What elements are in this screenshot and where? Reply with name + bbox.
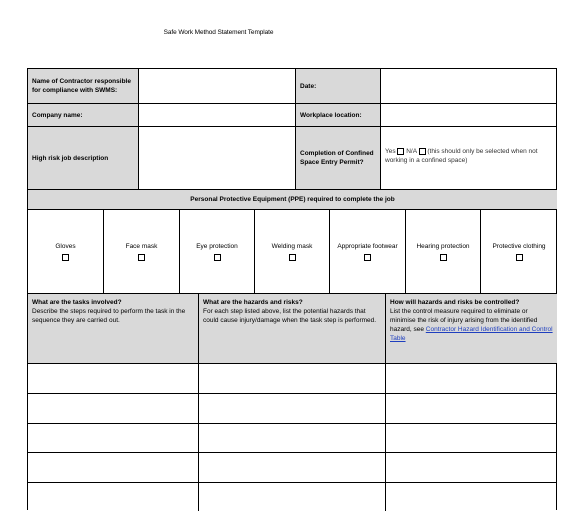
hazard-table-link[interactable]: Contractor Hazard Identification and Control Table [390,326,553,342]
hearing-protection-checkbox[interactable] [440,254,447,261]
face-mask-checkbox[interactable] [138,254,145,261]
hazards-header [199,294,386,364]
tasks-description: Describe the steps required to perform the task in the sequence they are carried out. [32,308,186,324]
ppe-label: Hearing protection [416,243,470,250]
task-cell[interactable] [28,483,199,511]
ppe-label: Eye protection [196,243,238,250]
ppe-label: Face mask [125,243,158,250]
date-label: Date: [296,69,381,104]
hazards-description: For each step listed above, list the potential hazards that could cause injury/damage when the task step is performed. [203,308,377,324]
hazard-cell[interactable] [199,364,386,394]
hazard-cell[interactable] [199,424,386,453]
task-cell[interactable] [28,453,199,483]
controls-description-text: List the control measure required to eliminate or minimise the risk of injury arising from the identified hazard, see [390,308,538,333]
ppe-heading: Personal Protective Equipment (PPE) required to complete the job [28,190,557,210]
confined-note: (this should only be selected when not working in a confined space) [385,148,538,164]
high-risk-label: High risk job description [28,127,139,190]
ppe-label: Gloves [55,243,76,250]
ppe-item [330,210,406,294]
tasks-header [28,294,199,364]
na-checkbox[interactable] [419,148,426,155]
task-cell[interactable] [28,364,199,394]
workplace-field[interactable] [381,104,557,127]
control-cell[interactable] [386,483,557,511]
welding-mask-checkbox[interactable] [289,254,296,261]
ppe-item [406,210,481,294]
eye-protection-checkbox[interactable] [214,254,221,261]
ppe-label: Welding mask [271,243,313,250]
footwear-checkbox[interactable] [364,254,371,261]
control-cell[interactable] [386,424,557,453]
controls-description [390,307,553,343]
ppe-item [180,210,255,294]
task-cell[interactable] [28,424,199,453]
contractor-label: Name of Contractor responsible for compliance with SWMS: [28,69,139,104]
company-field[interactable] [139,104,296,127]
hazard-cell[interactable] [199,453,386,483]
confined-options [381,127,557,190]
yes-label: Yes [385,148,396,155]
confined-label: Completion of Confined Space Entry Permit? [296,127,381,190]
ppe-item [104,210,180,294]
gloves-checkbox[interactable] [62,254,69,261]
high-risk-field[interactable] [139,127,296,190]
controls-header [386,294,557,364]
yes-checkbox[interactable] [397,148,404,155]
contractor-field[interactable] [139,69,296,104]
task-cell[interactable] [28,394,199,424]
protective-clothing-checkbox[interactable] [516,254,523,261]
control-cell[interactable] [386,394,557,424]
control-cell[interactable] [386,453,557,483]
date-field[interactable] [381,69,557,104]
hazard-cell[interactable] [199,483,386,511]
control-cell[interactable] [386,364,557,394]
ppe-label: Appropriate footwear [337,243,398,250]
swms-form [27,68,557,510]
hazards-heading: What are the hazards and risks? [203,299,303,306]
ppe-item [28,210,104,294]
ppe-label: Protective clothing [492,243,546,250]
ppe-item [255,210,330,294]
ppe-item [481,210,557,294]
hazard-cell[interactable] [199,394,386,424]
na-label: N/A [406,148,417,155]
controls-heading: How will hazards and risks be controlled? [390,299,520,306]
tasks-heading: What are the tasks involved? [32,299,122,306]
document-title: Safe Work Method Statement Template [163,29,274,36]
workplace-label: Workplace location: [296,104,381,127]
company-label: Company name: [28,104,139,127]
